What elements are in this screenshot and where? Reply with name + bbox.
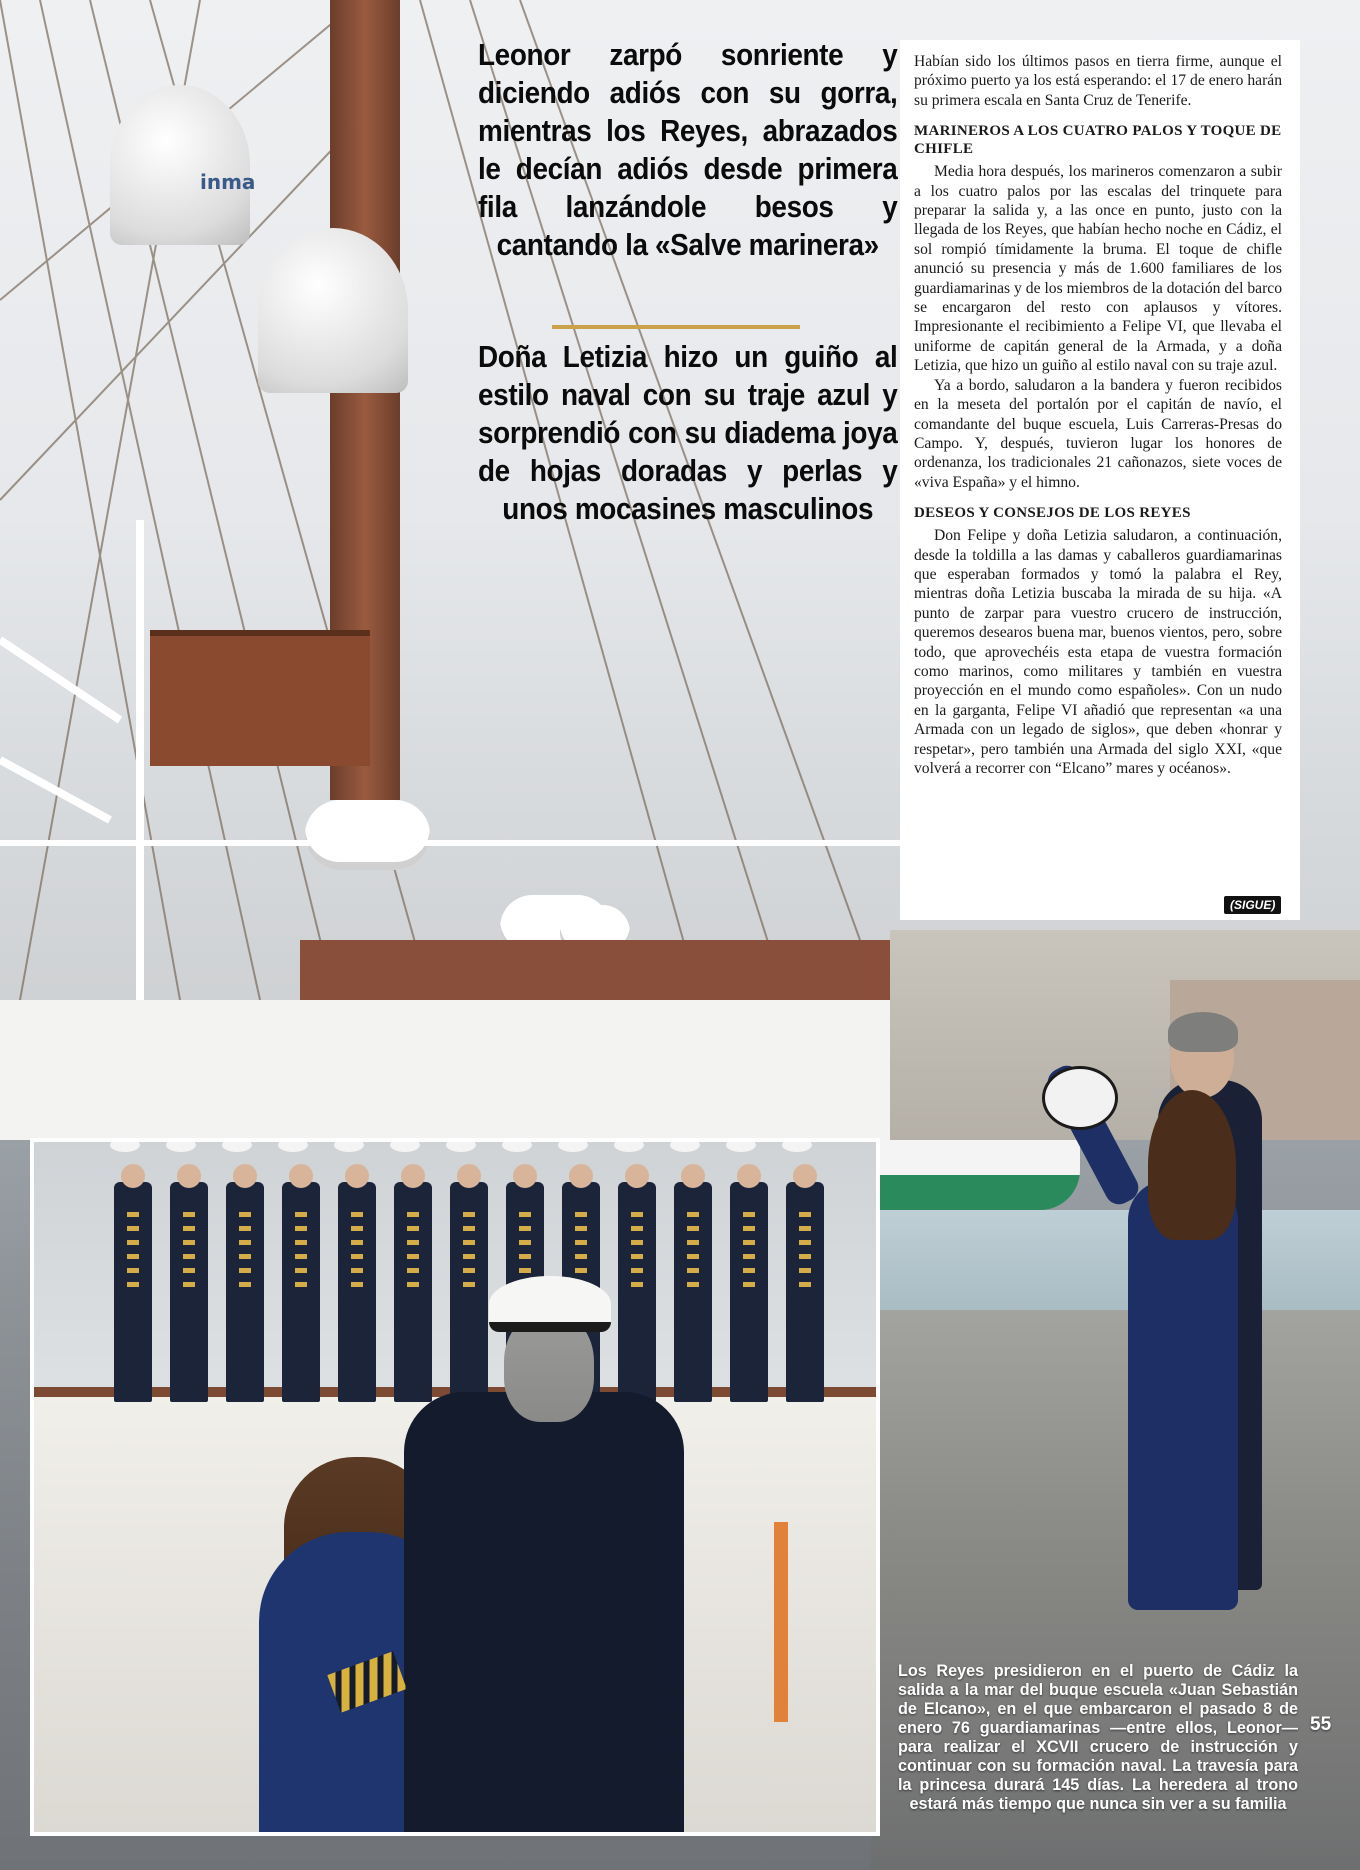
waved-cap [782,1138,812,1152]
pull-quote-letizia: Doña Letizia hizo un guiño al estilo naval con su traje azul y sorprendió con su diadema joya de hojas doradas y perlas y unos mocasines masculinos [478,339,898,526]
cadet-head [121,1164,145,1188]
uniform-buttons [127,1212,139,1292]
cadet-figure [618,1182,656,1402]
queen-suit [1128,1180,1238,1610]
uniform-buttons [631,1212,643,1292]
article-paragraph: Media hora después, los marineros comenzaron a subir a los cuatro palos por las escalas del trinquete para preparar la salida y, a las once en punto, justo con la llegada de los Reyes, que habían hecho noche en Cádiz, el sol rompió tímidamente la bruma. El toque de chifle anunció su presencia y más de 1.600 familiares de los guardiamarinas y de los miembros de la dotación del barco se encargaron del resto con aplausos y vítores. Impresionante el recibimiento a Felipe VI, que llevaba el uniforme de capitán general de la Armada, y a doña Letizia, que hizo un guiño al estilo naval con su traje azul. [914,163,1282,375]
waved-cap [446,1138,476,1152]
cadet-head [681,1164,705,1188]
cadet-figure [730,1182,768,1402]
waved-cap [222,1138,252,1152]
radar-dome [110,85,250,245]
cadet-head [569,1164,593,1188]
king-hair [1168,1012,1238,1052]
waved-cap [1042,1066,1118,1130]
radar-dome [258,228,408,393]
queen-hair [1148,1090,1236,1240]
photo-caption: Los Reyes presidieron en el puerto de Cádiz la salida a la mar del buque escuela «Juan Sebastián de Elcano», en el que embarcaron el pasado 8 de enero 76 guardiamarinas —entre ellos, Leonor— para realizar el XCVII crucero de instrucción y continuar con su formación naval. La travesía para la princesa durará 145 días. La heredera al trono estará más tiempo que nunca sin ver a su familia [898,1662,1298,1813]
naval-cap [489,1276,611,1332]
cadet-head [793,1164,817,1188]
page-number: 55 [1310,1714,1332,1735]
article-body [914,52,1282,778]
uniform-buttons [351,1212,363,1292]
uniform-buttons [743,1212,755,1292]
cadet-figure [786,1182,824,1402]
cadet-figure [170,1182,208,1402]
cadet-figure [338,1182,376,1402]
uniform-buttons [239,1212,251,1292]
ship-rail [0,840,900,846]
lifeboat [305,800,430,870]
cadet-head [289,1164,313,1188]
uniform-buttons [687,1212,699,1292]
section-heading: MARINEROS A LOS CUATRO PALOS Y TOQUE DE CHIFLE [914,123,1282,158]
waved-cap [614,1138,644,1152]
uniform-buttons [799,1212,811,1292]
waved-cap [502,1138,532,1152]
cadet-figure [282,1182,320,1402]
ship-hull [0,1000,900,1140]
cadet-figure [226,1182,264,1402]
waved-cap [334,1138,364,1152]
waved-cap [278,1138,308,1152]
cadet-figure [674,1182,712,1402]
article-paragraph: Don Felipe y doña Letizia saludaron, a continuación, desde la toldilla a las damas y caballeros guardiamarinas que esperaban formados y tomó la palabra el Rey, mientras doña Letizia buscaba la mirada de su hija. «A punto de zarpar para vuestro crucero de instrucción, queremos desearos buena mar, buenos vientos, pero, sobre todo, que aprovechéis esta etapa de vuestra formación como marinos, como militares y también en vuestra proyección en el mundo como españoles». Con un nudo en la garganta, Felipe VI añadió que representan «a una Armada con un legado de siglos», que deben «honrar y respetar», pero también una Armada del siglo XXI, «que volverá a recorrer con “Elcano” mares y océanos». [914,527,1282,777]
inset-photo-cadets [30,1138,880,1836]
cadet-figure [114,1182,152,1402]
waved-cap [390,1138,420,1152]
ship-bridge [150,630,370,766]
radar-dome-label: inma [200,170,256,194]
cadet-figure [450,1182,488,1402]
orange-rope [774,1522,788,1722]
waved-cap [726,1138,756,1152]
cadet-head [177,1164,201,1188]
cadet-head [625,1164,649,1188]
cadet-head [401,1164,425,1188]
article-intro: Habían sido los últimos pasos en tierra firme, aunque el próximo puerto ya los está esperando: el 17 de enero harán su primera escala en Santa Cruz de Tenerife. [914,53,1282,109]
cadet-head [233,1164,257,1188]
cadet-figure [394,1182,432,1402]
king-back-figure [404,1392,684,1832]
continue-badge: (SIGUE) [1224,896,1281,914]
pull-quote-divider [552,325,800,329]
cadet-head [513,1164,537,1188]
uniform-buttons [407,1212,419,1292]
ferry-boat [880,1140,1080,1210]
article-paragraph: Ya a bordo, saludaron a la bandera y fueron recibidos en la meseta del portalón por el capitán de navío, el comandante del buque escuela, Luis Carreras-Presas do Campo. Y, después, tuvieron lugar los honores de ordenanza, los tradicionales 21 cañonazos, siete voces de «viva España» y el himno. [914,376,1282,491]
cadet-head [737,1164,761,1188]
waved-cap [166,1138,196,1152]
pull-quote-leonor: Leonor zarpó sonriente y diciendo adiós con su gorra, mientras los Reyes, abrazados le decían adiós desde primera fila lanzándole besos y cantando la «Salve marinera» [478,37,898,262]
harbour-water [870,1210,1360,1320]
waved-cap [558,1138,588,1152]
uniform-buttons [295,1212,307,1292]
uniform-buttons [183,1212,195,1292]
waved-cap [110,1138,140,1152]
waved-cap [670,1138,700,1152]
section-heading: DESEOS Y CONSEJOS DE LOS REYES [914,505,1191,522]
cadet-head [345,1164,369,1188]
cadet-head [457,1164,481,1188]
uniform-buttons [463,1212,475,1292]
